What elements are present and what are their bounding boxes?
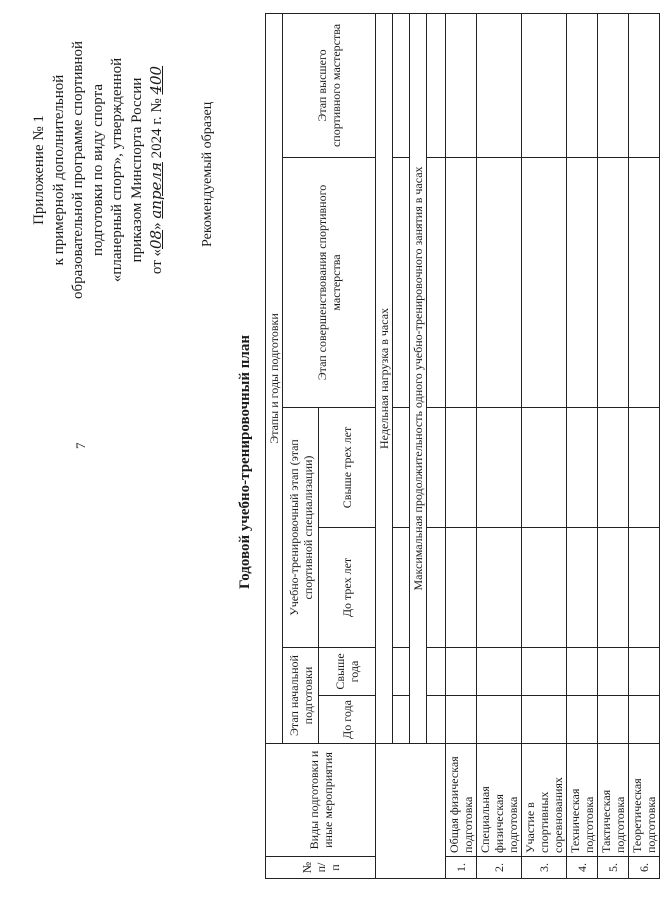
- row-num: 3.: [522, 857, 567, 879]
- value-cell: [393, 528, 410, 648]
- header-initial-under-year: До года: [319, 696, 376, 744]
- value-cell: [598, 408, 629, 528]
- value-cell: [393, 13, 410, 157]
- handwritten-day: 08: [147, 229, 165, 249]
- value-cell: [522, 408, 567, 528]
- date-year: 2024 г. №: [149, 94, 165, 163]
- value-cell: [567, 696, 598, 744]
- approval-line-5: «планерный спорт», утвержденной: [109, 57, 125, 283]
- value-cell: [427, 528, 446, 648]
- value-cell: [477, 528, 522, 648]
- row-num: 5.: [598, 857, 629, 879]
- value-cell: [477, 696, 522, 744]
- header-initial-over-year: Свыше года: [319, 648, 376, 696]
- value-cell: [629, 528, 660, 648]
- empty-cell: [376, 744, 446, 879]
- approval-line-4: подготовки по виду спорта: [89, 84, 106, 256]
- row-activity: Техническая подготовка: [567, 744, 598, 857]
- value-cell: [446, 158, 477, 408]
- value-cell: [567, 528, 598, 648]
- row-activity: Тактическая подготовка: [598, 744, 629, 857]
- page-number: 7: [73, 442, 88, 449]
- value-cell: [427, 158, 446, 408]
- row-activity: Общая физическая подготовка: [446, 744, 477, 857]
- header-stage-higher: Этап высшего спортивного мастерства: [283, 13, 376, 157]
- approval-line-6: приказом Минспорта России: [128, 77, 145, 263]
- date-mid: »: [149, 218, 165, 230]
- value-cell: [598, 648, 629, 696]
- value-cell: [629, 158, 660, 408]
- value-cell: [393, 408, 410, 528]
- approval-line-2: к примерной дополнительной: [50, 74, 67, 266]
- row-activity: Участие в спортивных соревнованиях: [522, 744, 567, 857]
- value-cell: [477, 158, 522, 408]
- plan-title: Годовой учебно-тренировочный план: [237, 335, 253, 589]
- date-prefix: от «: [149, 249, 165, 275]
- row-activity: Специальная физическая подготовка: [477, 744, 522, 857]
- row-num: 1.: [446, 857, 477, 879]
- header-training-over-three: Свыше трех лет: [319, 408, 376, 528]
- value-cell: [598, 696, 629, 744]
- value-cell: [427, 648, 446, 696]
- value-cell: [477, 408, 522, 528]
- value-cell: [393, 696, 410, 744]
- value-cell: [427, 408, 446, 528]
- value-cell: [393, 158, 410, 408]
- header-stage-initial: Этап начальной подготовки: [283, 648, 319, 744]
- training-plan-table: [265, 13, 660, 879]
- header-activity: Виды подготовки и иные мероприятия: [266, 744, 376, 857]
- value-cell: [427, 696, 446, 744]
- value-cell: [522, 528, 567, 648]
- header-training-under-three: До трех лет: [319, 528, 376, 648]
- value-cell: [567, 13, 598, 157]
- value-cell: [446, 528, 477, 648]
- approval-line-1: Приложение № 1: [31, 115, 47, 225]
- value-cell: [446, 648, 477, 696]
- row-num: 2.: [477, 857, 522, 879]
- value-cell: [446, 696, 477, 744]
- value-cell: [446, 408, 477, 528]
- value-cell: [598, 528, 629, 648]
- value-cell: [598, 158, 629, 408]
- value-cell: [477, 13, 522, 157]
- max-duration-label: Максимальная продолжительность одного учебно-тренировочного занятия в часах: [410, 13, 427, 743]
- value-cell: [629, 408, 660, 528]
- handwritten-number: 400: [147, 65, 165, 95]
- value-cell: [427, 13, 446, 157]
- header-stage-training: Учебно-тренировочный этап (этап спортивной специализации): [283, 408, 319, 648]
- value-cell: [522, 648, 567, 696]
- value-cell: [567, 408, 598, 528]
- value-cell: [522, 696, 567, 744]
- header-stages: Этапы и годы подготовки: [266, 13, 283, 743]
- header-num: № п/п: [266, 857, 376, 879]
- value-cell: [446, 13, 477, 157]
- recommended-sample-label: Рекомендуемый образец: [200, 101, 215, 247]
- value-cell: [393, 648, 410, 696]
- row-activity: Теоретическая подготовка: [629, 744, 660, 857]
- value-cell: [567, 648, 598, 696]
- value-cell: [522, 13, 567, 157]
- header-stage-improvement: Этап совершенствования спортивного мастерства: [283, 158, 376, 408]
- handwritten-month: апреля: [147, 162, 165, 219]
- weekly-load-label: Недельная нагрузка в часах: [376, 13, 393, 743]
- value-cell: [598, 13, 629, 157]
- approval-line-7: [147, 10, 168, 330]
- value-cell: [567, 158, 598, 408]
- approval-block: [30, 10, 168, 330]
- row-num: 4.: [567, 857, 598, 879]
- value-cell: [629, 648, 660, 696]
- approval-line-3: образовательной программе спортивной: [70, 40, 86, 300]
- row-num: 6.: [629, 857, 660, 879]
- value-cell: [629, 696, 660, 744]
- value-cell: [522, 158, 567, 408]
- value-cell: [477, 648, 522, 696]
- value-cell: [629, 13, 660, 157]
